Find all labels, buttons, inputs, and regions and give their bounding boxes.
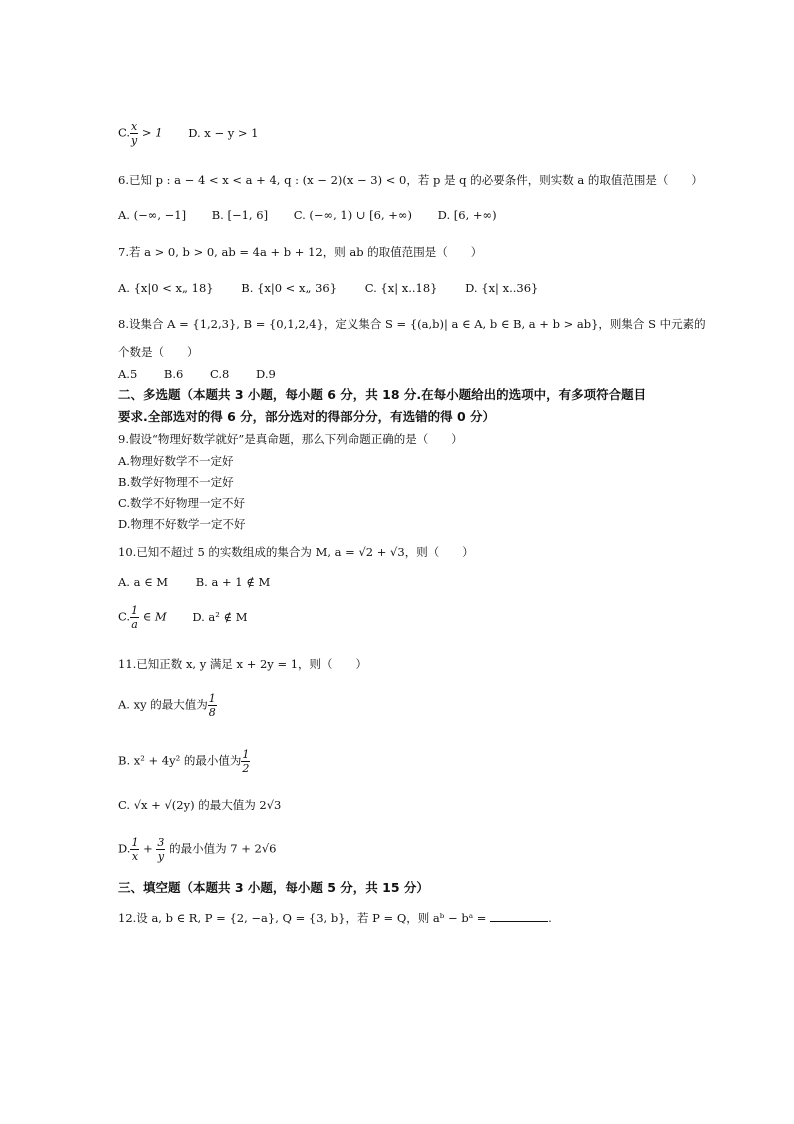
- q7-stem: 7.若 a > 0, b > 0, ab = 4a + b + 12，则 ab 的取值范围是（ ）: [118, 245, 483, 259]
- q9-option-d: D.物理不好数学一定不好: [118, 517, 246, 531]
- section-2-heading-line2: 要求.全部选对的得 6 分，部分选对的得部分分，有选错的得 0 分）: [118, 409, 496, 424]
- q10-options-cd: C. $\frac{1}{a}$ ∈ M D. a² ∉ M: [118, 604, 248, 631]
- fraction: $\frac{1}{2}$: [242, 748, 250, 775]
- option-d: D. x − y > 1: [188, 125, 259, 140]
- q11-stem: 11.已知正数 x, y 满足 x + 2y = 1，则（ ）: [118, 657, 368, 671]
- q9-option-c: C.数学不好物理一定不好: [118, 496, 246, 510]
- fraction: $\frac{1}{x}$: [131, 836, 139, 863]
- q10-stem: 10.已知不超过 5 的实数组成的集合为 M, a = √2 + √3，则（ ）: [118, 545, 474, 559]
- fraction: $\frac{1}{a}$: [131, 604, 139, 631]
- section-2-heading-line1: 二、多选题（本题共 3 小题，每小题 6 分，共 18 分.在每小题给出的选项中，有多项符合题目: [118, 387, 647, 402]
- q12-stem: 12.设 a, b ∈ R, P = {2, −a}, Q = {3, b}，若 P = Q，则 aᵇ − bᵃ = .: [118, 911, 552, 925]
- q9-option-a: A.物理好数学不一定好: [118, 454, 234, 468]
- q11-option-d: D. $\frac{1}{x}$ + $\frac{3}{y}$ 的最小值为 7 + 2√6: [118, 836, 277, 863]
- q6-stem: 6.已知 p : a − 4 < x < a + 4, q : (x − 2)(x − 3) < 0，若 p 是 q 的必要条件，则实数 a 的取值范围是（ ）: [118, 173, 703, 187]
- fraction: $\frac{3}{y}$: [157, 836, 165, 863]
- section-3-heading: 三、填空题（本题共 3 小题，每小题 5 分，共 15 分）: [118, 880, 429, 895]
- q9-option-b: B.数学好物理不一定好: [118, 475, 234, 489]
- q7-options: A. {x|0 < x„ 18} B. {x|0 < x„ 36} C. {x| x..18} D. {x| x..36}: [118, 281, 539, 295]
- q11-option-c: C. √x + √(2y) 的最大值为 2√3: [118, 798, 282, 812]
- answer-blank[interactable]: [490, 910, 548, 922]
- q11-option-a: A. xy 的最大值为 $\frac{1}{8}$: [118, 692, 216, 719]
- q9-stem: 9.假设“物理好数学就好”是真命题，那么下列命题正确的是（ ）: [118, 432, 463, 446]
- q11-option-b: B. x² + 4y² 的最小值为 $\frac{1}{2}$: [118, 748, 250, 775]
- q10-options-ab: A. a ∈ M B. a + 1 ∉ M: [118, 575, 271, 589]
- q8-stem-line2: 个数是（ ）: [118, 345, 199, 359]
- q8-stem-line1: 8.设集合 A = {1,2,3}, B = {0,1,2,4}，定义集合 S = {(a,b)| a ∈ A, b ∈ B, a + b > ab}，则集合 S 中元素的: [118, 317, 706, 331]
- q5-options: C. $\frac{x}{y}$ > 1 D. x − y > 1: [118, 120, 259, 147]
- q8-options: A.5 B.6 C.8 D.9: [118, 367, 276, 381]
- q6-options: A. (−∞, −1] B. [−1, 6] C. (−∞, 1) ∪ [6, +∞) D. [6, +∞): [118, 208, 497, 222]
- fraction: $\frac{x}{y}$: [131, 120, 138, 147]
- fraction: $\frac{1}{8}$: [208, 692, 216, 719]
